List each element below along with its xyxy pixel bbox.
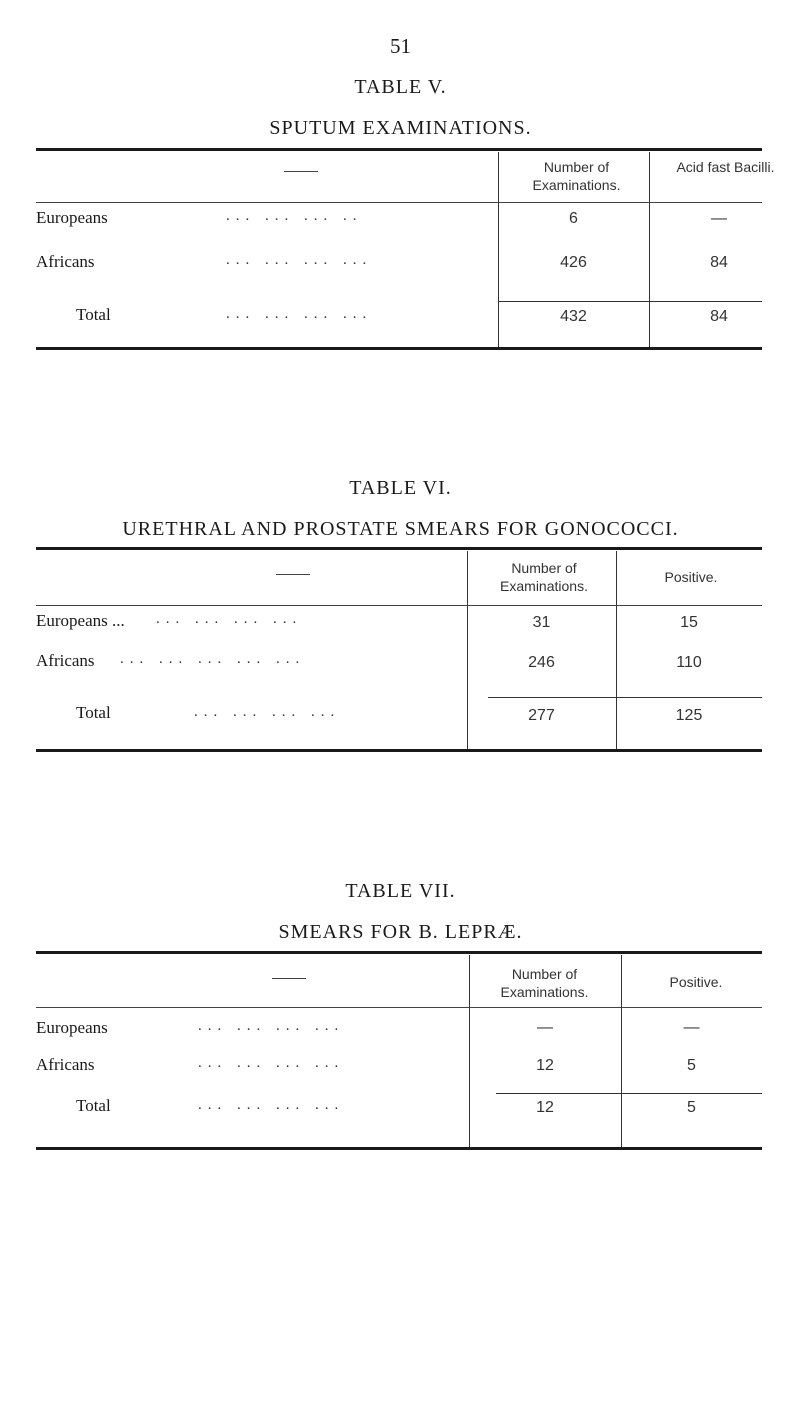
dot-leader: ... ... ... ... [226, 306, 373, 322]
dot-leader: ... ... ... ... [226, 252, 373, 268]
table-subtitle: SPUTUM EXAMINATIONS. [269, 117, 532, 139]
page-number: 51 [390, 34, 411, 58]
row-label-total: Total [76, 305, 111, 324]
header-rule [36, 605, 762, 606]
table-title: TABLE VII. [345, 880, 456, 902]
cell-total-examinations: 277 [528, 707, 555, 724]
cell-total-positive: 5 [687, 1099, 696, 1116]
row-label-europeans: Europeans [36, 208, 108, 227]
table-vi-heading [0, 477, 801, 541]
row-label-total: Total [76, 703, 111, 722]
dot-leader: ... ... ... ... ... [120, 651, 306, 667]
column-header-positive: Positive. [669, 974, 723, 990]
header-rule [36, 1007, 762, 1008]
cell-africans-acid-fast: 84 [710, 254, 728, 271]
dot-leader: ... ... ... ... [198, 1018, 345, 1034]
cell-total-acid-fast: 84 [710, 308, 728, 325]
table-subtitle: SMEARS FOR B. LEPRÆ. [278, 921, 523, 943]
cell-africans-positive: 5 [687, 1057, 696, 1074]
row-label-africans: Africans [36, 252, 95, 271]
header-rule [36, 202, 762, 203]
bottom-rule [36, 1147, 762, 1150]
total-rule [498, 301, 762, 302]
table-vii-heading [0, 880, 801, 944]
dot-leader: ... ... ... ... [156, 611, 303, 627]
top-rule [36, 148, 762, 151]
top-rule [36, 547, 762, 550]
dot-leader: ... ... ... ... [198, 1055, 345, 1071]
cell-europeans-examinations: 6 [569, 210, 578, 227]
dot-leader: ... ... ... ... [198, 1097, 345, 1113]
row-label-europeans: Europeans ... [36, 611, 125, 630]
total-rule [496, 1093, 762, 1094]
empty-header-dash [284, 171, 318, 172]
total-rule [488, 697, 762, 698]
column-divider [469, 955, 470, 1150]
top-rule [36, 951, 762, 954]
cell-europeans-examinations: 31 [532, 614, 551, 631]
column-divider [621, 955, 622, 1150]
row-label-africans: Africans [36, 651, 95, 670]
table-v-heading [0, 76, 801, 140]
cell-europeans-acid-fast: — [711, 210, 727, 227]
table-title: TABLE VI. [349, 477, 452, 499]
empty-header-dash [272, 978, 306, 979]
table-subtitle: URETHRAL AND PROSTATE SMEARS FOR GONOCOCCI. [122, 518, 679, 540]
row-label-total: Total [76, 1096, 111, 1115]
table-title: TABLE V. [354, 76, 447, 98]
cell-europeans-positive: 15 [680, 614, 698, 631]
table-vi [36, 547, 762, 751]
column-header-examinations: Number of Examinations. [500, 966, 589, 1000]
bottom-rule [36, 347, 762, 350]
row-label-europeans: Europeans [36, 1018, 108, 1037]
empty-header-dash [276, 574, 310, 575]
row-label-africans: Africans [36, 1055, 95, 1074]
cell-total-examinations: 432 [560, 308, 587, 325]
table-v [36, 148, 775, 348]
cell-total-examinations: 12 [536, 1099, 554, 1116]
column-header-examinations: Number of Examinations. [532, 159, 621, 193]
cell-africans-examinations: 12 [536, 1057, 554, 1074]
cell-europeans-examinations: — [537, 1019, 553, 1036]
column-header-examinations: Number of Examinations. [500, 560, 588, 594]
cell-total-positive: 125 [675, 707, 703, 724]
table-vii [36, 951, 762, 1150]
cell-africans-positive: 110 [676, 654, 702, 671]
bottom-rule [36, 749, 762, 752]
cell-europeans-positive: — [683, 1019, 700, 1036]
column-header-acid-fast: Acid fast Bacilli. [676, 159, 775, 175]
cell-africans-examinations: 426 [560, 254, 587, 271]
cell-africans-examinations: 246 [528, 654, 555, 671]
column-header-positive: Positive. [664, 569, 718, 585]
dot-leader: ... ... ... .. [226, 208, 363, 224]
dot-leader: ... ... ... ... [194, 704, 341, 720]
